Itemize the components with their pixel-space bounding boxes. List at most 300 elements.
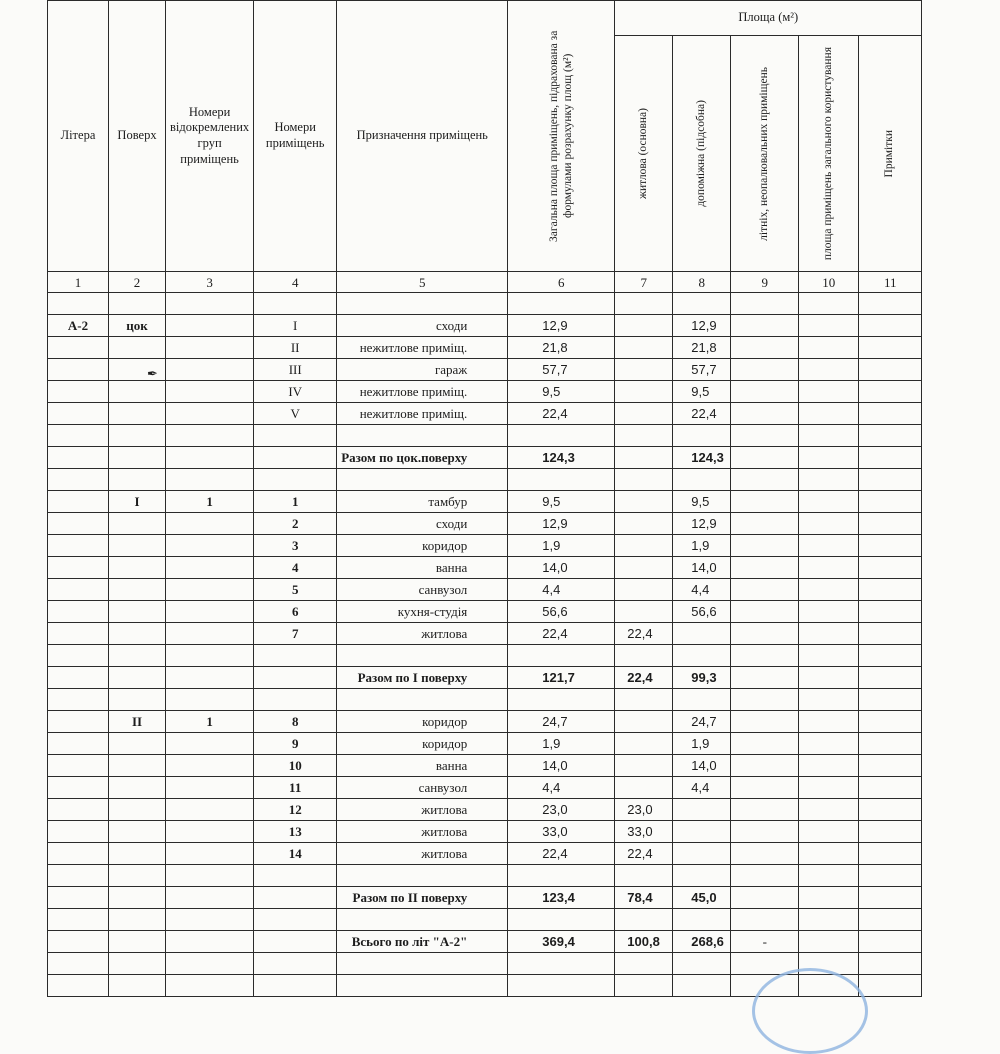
cell-notes (859, 359, 922, 381)
cell-group (166, 799, 254, 821)
cell-notes (859, 689, 922, 711)
cell-aux: 4,4 (673, 579, 731, 601)
header-floor: Поверх (109, 1, 166, 272)
cell-floor (109, 557, 166, 579)
cell-group (166, 865, 254, 887)
cell-room: 11 (254, 777, 337, 799)
cell-group (166, 931, 254, 953)
col-num: 9 (731, 272, 799, 293)
cell-floor: II (109, 711, 166, 733)
cell-purpose (337, 425, 508, 447)
cell-summer (731, 381, 799, 403)
cell-aux: 24,7 (673, 711, 731, 733)
header-purpose: Призначення приміщень (337, 1, 508, 272)
cell-living: 23,0 (615, 799, 673, 821)
cell-group (166, 887, 254, 909)
cell-total: 123,4 (508, 887, 615, 909)
cell-total: 9,5 (508, 381, 615, 403)
cell-common (799, 491, 859, 513)
cell-notes (859, 821, 922, 843)
cell-living (615, 403, 673, 425)
table-row (48, 777, 922, 799)
cell-total: 23,0 (508, 799, 615, 821)
cell-floor (109, 425, 166, 447)
cell-living (615, 337, 673, 359)
cell-total: 121,7 (508, 667, 615, 689)
cell-litera (48, 821, 109, 843)
cell-living: 22,4 (615, 843, 673, 865)
cell-aux: 124,3 (673, 447, 731, 469)
cell-floor (109, 381, 166, 403)
cell-group (166, 975, 254, 997)
cell-aux (673, 623, 731, 645)
column-numbers-row (48, 272, 922, 293)
cell-common (799, 777, 859, 799)
cell-floor (109, 601, 166, 623)
header-common: площа приміщень загального користування (799, 36, 859, 272)
subtotal-row (48, 667, 922, 689)
cell-group (166, 821, 254, 843)
cell-notes (859, 381, 922, 403)
cell-purpose: гараж (337, 359, 508, 381)
cell-purpose: житлова (337, 843, 508, 865)
cell-total: 369,4 (508, 931, 615, 953)
cell-total: 57,7 (508, 359, 615, 381)
cell-litera (48, 799, 109, 821)
cell-total (508, 909, 615, 931)
cell-notes (859, 667, 922, 689)
cell-notes (859, 601, 922, 623)
cell-litera (48, 601, 109, 623)
table-row (48, 711, 922, 733)
cell-room: 5 (254, 579, 337, 601)
ink-mark: ✒ (147, 366, 158, 381)
cell-notes (859, 447, 922, 469)
cell-living (615, 909, 673, 931)
cell-aux: 22,4 (673, 403, 731, 425)
cell-total: 33,0 (508, 821, 615, 843)
cell-group (166, 953, 254, 975)
cell-notes (859, 645, 922, 667)
cell-room (254, 931, 337, 953)
cell-notes (859, 931, 922, 953)
cell-aux: 57,7 (673, 359, 731, 381)
cell-group (166, 667, 254, 689)
cell-living (615, 755, 673, 777)
cell-common (799, 887, 859, 909)
table-row (48, 843, 922, 865)
cell-floor (109, 513, 166, 535)
cell-room: 13 (254, 821, 337, 843)
cell-common (799, 469, 859, 491)
cell-aux: 45,0 (673, 887, 731, 909)
cell-summer (731, 799, 799, 821)
header-total-area: Загальна площа приміщень, підрахована за формулами розрахунку площ (м²) (508, 1, 615, 272)
col-num: 2 (109, 272, 166, 293)
cell-summer (731, 425, 799, 447)
cell-litera (48, 491, 109, 513)
cell-group (166, 777, 254, 799)
cell-living (615, 293, 673, 315)
cell-common (799, 293, 859, 315)
cell-notes (859, 315, 922, 337)
cell-aux (673, 821, 731, 843)
subtotal-label: Разом по II поверху (337, 887, 508, 909)
col-num: 5 (337, 272, 508, 293)
cell-living (615, 557, 673, 579)
cell-purpose: нежитлове приміщ. (337, 381, 508, 403)
cell-floor (109, 403, 166, 425)
cell-notes (859, 909, 922, 931)
cell-purpose: нежитлове приміщ. (337, 403, 508, 425)
cell-group: 1 (166, 491, 254, 513)
table-row (48, 909, 922, 931)
cell-summer (731, 821, 799, 843)
cell-floor (109, 755, 166, 777)
cell-aux: 9,5 (673, 491, 731, 513)
cell-common (799, 601, 859, 623)
cell-notes (859, 755, 922, 777)
cell-total: 4,4 (508, 777, 615, 799)
cell-notes (859, 337, 922, 359)
cell-common (799, 711, 859, 733)
cell-total: 12,9 (508, 513, 615, 535)
table-row (48, 359, 922, 381)
cell-purpose: кухня-студія (337, 601, 508, 623)
header-room-numbers: Номери приміщень (254, 1, 337, 272)
cell-summer (731, 645, 799, 667)
cell-group (166, 733, 254, 755)
cell-summer (731, 777, 799, 799)
cell-common (799, 799, 859, 821)
cell-notes (859, 711, 922, 733)
cell-summer (731, 447, 799, 469)
cell-aux: 14,0 (673, 557, 731, 579)
cell-summer (731, 535, 799, 557)
cell-room (254, 689, 337, 711)
cell-room (254, 469, 337, 491)
subtotal-row (48, 887, 922, 909)
cell-total: 12,9 (508, 315, 615, 337)
cell-aux (673, 909, 731, 931)
cell-room (254, 975, 337, 997)
cell-summer (731, 843, 799, 865)
cell-common (799, 821, 859, 843)
cell-common (799, 909, 859, 931)
cell-aux (673, 865, 731, 887)
cell-total: 14,0 (508, 557, 615, 579)
cell-total (508, 645, 615, 667)
cell-total: 56,6 (508, 601, 615, 623)
col-num: 3 (166, 272, 254, 293)
cell-notes (859, 953, 922, 975)
cell-living (615, 315, 673, 337)
cell-purpose: санвузол (337, 777, 508, 799)
table-row (48, 491, 922, 513)
cell-litera (48, 887, 109, 909)
cell-litera (48, 711, 109, 733)
cell-floor (109, 909, 166, 931)
header-summer: літніх, неопалювальних приміщень (731, 36, 799, 272)
cell-litera (48, 359, 109, 381)
cell-summer (731, 579, 799, 601)
cell-room (254, 645, 337, 667)
cell-purpose (337, 689, 508, 711)
cell-aux (673, 425, 731, 447)
cell-aux: 4,4 (673, 777, 731, 799)
cell-notes (859, 491, 922, 513)
cell-litera (48, 755, 109, 777)
cell-floor (109, 623, 166, 645)
cell-aux: 1,9 (673, 535, 731, 557)
cell-living (615, 865, 673, 887)
cell-floor (109, 887, 166, 909)
cell-summer (731, 887, 799, 909)
cell-aux (673, 469, 731, 491)
cell-living (615, 777, 673, 799)
cell-group (166, 403, 254, 425)
table-row (48, 623, 922, 645)
cell-common (799, 315, 859, 337)
cell-room: I (254, 315, 337, 337)
cell-total: 1,9 (508, 733, 615, 755)
cell-common (799, 865, 859, 887)
cell-living (615, 425, 673, 447)
cell-room (254, 909, 337, 931)
cell-living (615, 645, 673, 667)
table-row (48, 645, 922, 667)
cell-group (166, 359, 254, 381)
cell-total: 22,4 (508, 843, 615, 865)
cell-aux: 14,0 (673, 755, 731, 777)
cell-floor (109, 667, 166, 689)
cell-notes (859, 425, 922, 447)
cell-floor (109, 645, 166, 667)
cell-summer (731, 491, 799, 513)
cell-summer (731, 403, 799, 425)
cell-floor (109, 843, 166, 865)
cell-group (166, 315, 254, 337)
cell-total: 14,0 (508, 755, 615, 777)
table-row (48, 799, 922, 821)
cell-purpose (337, 975, 508, 997)
cell-common (799, 843, 859, 865)
cell-living (615, 689, 673, 711)
cell-group (166, 425, 254, 447)
cell-purpose: сходи (337, 513, 508, 535)
cell-group (166, 337, 254, 359)
cell-living (615, 601, 673, 623)
col-num: 8 (673, 272, 731, 293)
cell-purpose (337, 865, 508, 887)
cell-living (615, 469, 673, 491)
cell-litera: А-2 (48, 315, 109, 337)
col-num: 11 (859, 272, 922, 293)
cell-litera (48, 843, 109, 865)
cell-living (615, 381, 673, 403)
cell-total (508, 293, 615, 315)
cell-summer (731, 513, 799, 535)
cell-aux (673, 799, 731, 821)
cell-litera (48, 953, 109, 975)
cell-litera (48, 667, 109, 689)
cell-summer (731, 909, 799, 931)
cell-group (166, 645, 254, 667)
cell-notes (859, 799, 922, 821)
cell-room (254, 865, 337, 887)
cell-room: 8 (254, 711, 337, 733)
cell-room: 3 (254, 535, 337, 557)
cell-room (254, 667, 337, 689)
cell-room: 6 (254, 601, 337, 623)
cell-aux: 12,9 (673, 513, 731, 535)
cell-litera (48, 469, 109, 491)
cell-litera (48, 931, 109, 953)
cell-living: 22,4 (615, 623, 673, 645)
cell-litera (48, 777, 109, 799)
cell-total: 9,5 (508, 491, 615, 513)
cell-living (615, 491, 673, 513)
cell-floor (109, 931, 166, 953)
cell-group (166, 623, 254, 645)
cell-group (166, 381, 254, 403)
table-row (48, 733, 922, 755)
cell-living: 22,4 (615, 667, 673, 689)
cell-room: 4 (254, 557, 337, 579)
cell-litera (48, 425, 109, 447)
cell-room (254, 953, 337, 975)
cell-living: 33,0 (615, 821, 673, 843)
cell-total (508, 953, 615, 975)
cell-purpose: нежитлове приміщ. (337, 337, 508, 359)
table-row (48, 381, 922, 403)
cell-floor: цок (109, 315, 166, 337)
cell-group (166, 755, 254, 777)
table-row (48, 535, 922, 557)
subtotal-label: Разом по I поверху (337, 667, 508, 689)
cell-litera (48, 447, 109, 469)
cell-living (615, 975, 673, 997)
cell-aux (673, 293, 731, 315)
cell-total (508, 469, 615, 491)
cell-common (799, 557, 859, 579)
cell-floor (109, 293, 166, 315)
cell-common (799, 623, 859, 645)
cell-room: 14 (254, 843, 337, 865)
cell-notes (859, 579, 922, 601)
cell-aux (673, 689, 731, 711)
cell-living: 100,8 (615, 931, 673, 953)
table-row (48, 557, 922, 579)
cell-group (166, 689, 254, 711)
cell-total (508, 865, 615, 887)
cell-notes (859, 403, 922, 425)
cell-living (615, 535, 673, 557)
cell-common (799, 337, 859, 359)
cell-room: II (254, 337, 337, 359)
cell-floor (109, 337, 166, 359)
cell-purpose: тамбур (337, 491, 508, 513)
cell-litera (48, 645, 109, 667)
cell-summer (731, 359, 799, 381)
header-living: житлова (основна) (615, 36, 673, 272)
cell-room: 2 (254, 513, 337, 535)
cell-total: 4,4 (508, 579, 615, 601)
table-row (48, 403, 922, 425)
cell-room (254, 293, 337, 315)
table-row (48, 755, 922, 777)
cell-group (166, 579, 254, 601)
table-row (48, 513, 922, 535)
cell-aux (673, 953, 731, 975)
cell-room: V (254, 403, 337, 425)
cell-total: 22,4 (508, 403, 615, 425)
cell-floor (109, 953, 166, 975)
cell-purpose: санвузол (337, 579, 508, 601)
cell-notes (859, 975, 922, 997)
cell-group (166, 513, 254, 535)
cell-summer (731, 689, 799, 711)
cell-common (799, 931, 859, 953)
cell-summer (731, 711, 799, 733)
cell-living (615, 447, 673, 469)
subtotal-row (48, 447, 922, 469)
cell-floor (109, 777, 166, 799)
cell-purpose (337, 469, 508, 491)
cell-summer (731, 755, 799, 777)
col-num: 1 (48, 272, 109, 293)
cell-purpose (337, 645, 508, 667)
header-group-numbers: Номери відокремлених груп приміщень (166, 1, 254, 272)
cell-room: IV (254, 381, 337, 403)
cell-total (508, 975, 615, 997)
subtotal-row (48, 931, 922, 953)
cell-living (615, 513, 673, 535)
table-row (48, 425, 922, 447)
cell-group (166, 469, 254, 491)
cell-group (166, 601, 254, 623)
cell-floor (109, 447, 166, 469)
cell-total: 24,7 (508, 711, 615, 733)
cell-notes (859, 557, 922, 579)
cell-purpose: житлова (337, 623, 508, 645)
cell-aux: 21,8 (673, 337, 731, 359)
cell-notes (859, 865, 922, 887)
table-row (48, 865, 922, 887)
header-litera: Літера (48, 1, 109, 272)
cell-purpose (337, 953, 508, 975)
cell-litera (48, 535, 109, 557)
cell-common (799, 447, 859, 469)
cell-common (799, 513, 859, 535)
cell-notes (859, 513, 922, 535)
cell-notes (859, 535, 922, 557)
cell-total: 124,3 (508, 447, 615, 469)
cell-room: 10 (254, 755, 337, 777)
cell-total (508, 425, 615, 447)
table-row (48, 821, 922, 843)
cell-litera (48, 381, 109, 403)
cell-room: 1 (254, 491, 337, 513)
cell-total: 22,4 (508, 623, 615, 645)
cell-aux: 99,3 (673, 667, 731, 689)
cell-litera (48, 909, 109, 931)
cell-aux: 1,9 (673, 733, 731, 755)
cell-common (799, 755, 859, 777)
cell-floor (109, 821, 166, 843)
cell-common (799, 733, 859, 755)
cell-common (799, 667, 859, 689)
